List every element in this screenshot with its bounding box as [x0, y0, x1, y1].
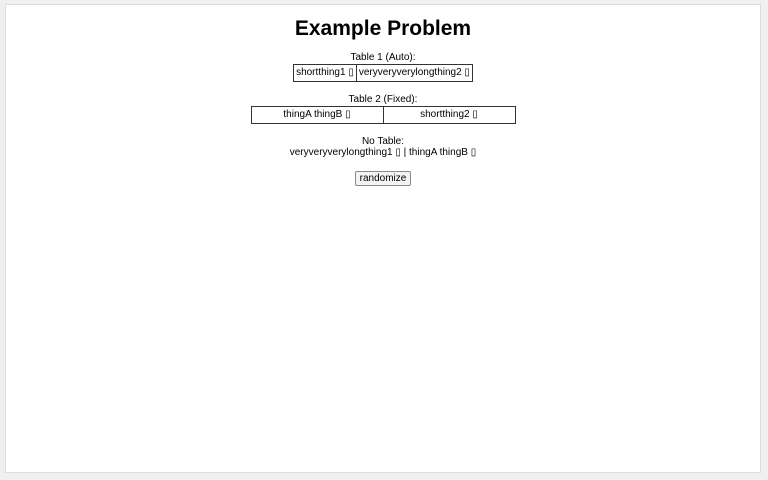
no-table-text: veryveryverylongthing1 ▯ | thingA thingB ▯	[289, 147, 477, 158]
controls	[6, 168, 760, 186]
table-fixed-section	[6, 94, 760, 124]
table-fixed-cell-1: thingA thingB ▯	[251, 107, 383, 124]
table-fixed	[251, 106, 516, 124]
table-row	[294, 65, 473, 82]
no-table-section	[6, 136, 760, 158]
table-fixed-cell-2: shortthing2 ▯	[383, 107, 515, 124]
table-fixed-caption: Table 2 (Fixed):	[348, 94, 418, 105]
table-auto-cell-2: veryveryverylongthing2 ▯	[356, 65, 472, 82]
page-title: Example Problem	[294, 17, 472, 40]
table-auto-caption: Table 1 (Auto):	[350, 52, 416, 63]
table-row	[251, 107, 515, 124]
table-auto-section	[6, 52, 760, 82]
no-table-caption: No Table:	[361, 136, 405, 147]
table-auto	[293, 64, 473, 82]
randomize-button[interactable]: randomize	[355, 171, 412, 186]
page-container	[5, 4, 761, 473]
table-auto-cell-1: shortthing1 ▯	[294, 65, 357, 82]
